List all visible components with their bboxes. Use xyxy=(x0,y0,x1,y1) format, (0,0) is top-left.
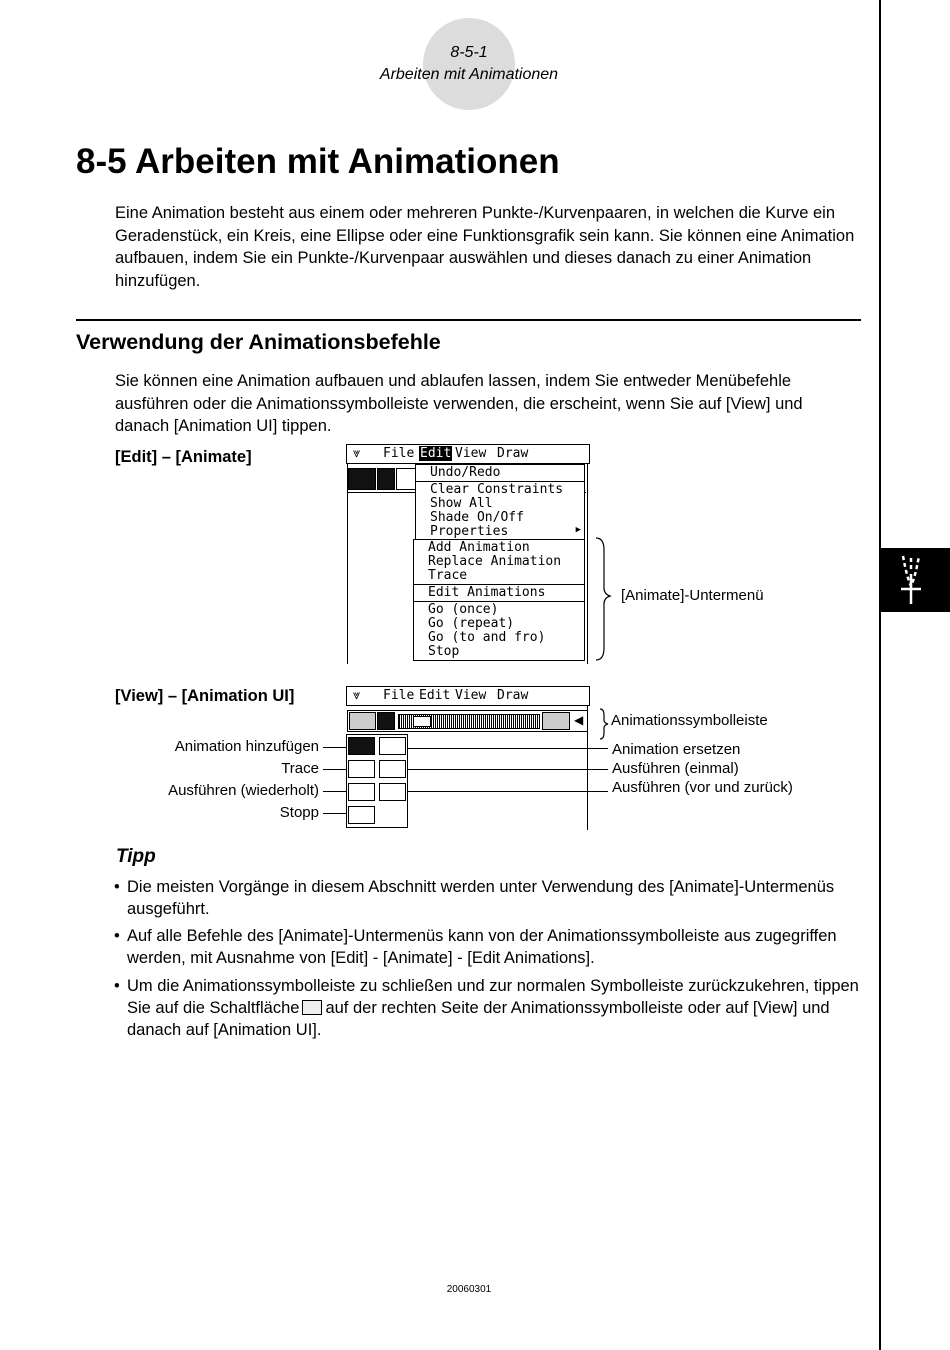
animation-palette xyxy=(346,734,408,828)
go-once-icon[interactable] xyxy=(379,760,406,778)
add-animation-icon[interactable] xyxy=(348,737,375,755)
animate-submenu xyxy=(413,539,585,661)
fig2-screenshot xyxy=(346,686,596,832)
menu-item-stop[interactable]: Stop xyxy=(428,644,460,659)
close-toolbar-button-icon xyxy=(302,1000,322,1015)
header-section-number: 8-5-1 xyxy=(450,44,488,61)
animation-slider[interactable] xyxy=(398,714,540,729)
toolbar-dropdown-icon[interactable] xyxy=(377,712,395,730)
menu-draw[interactable]: Draw xyxy=(497,688,529,703)
go-repeat-icon[interactable] xyxy=(348,783,375,801)
menu-edit[interactable]: Edit xyxy=(420,446,452,461)
animation-toolbar xyxy=(347,710,588,732)
menu-item-clear-constraints[interactable]: Clear Constraints xyxy=(430,482,564,497)
menu-file[interactable]: File xyxy=(383,688,415,703)
menu-item-trace[interactable]: Trace xyxy=(428,568,468,583)
label-go-once: Ausführen (einmal) xyxy=(612,760,739,777)
fig2-brace-icon xyxy=(598,707,612,741)
close-animation-toolbar-icon[interactable] xyxy=(542,712,570,730)
go-to-and-fro-icon[interactable] xyxy=(379,783,406,801)
fig1-callout: [Animate]-Untermenü xyxy=(621,587,764,604)
dropdown-tool-icon[interactable] xyxy=(377,468,395,490)
replace-animation-icon[interactable] xyxy=(379,737,406,755)
menu-view[interactable]: View xyxy=(455,688,487,703)
toolbar-left-arrow-icon[interactable]: ◀ xyxy=(574,713,584,727)
menu-file[interactable]: File xyxy=(383,446,415,461)
label-go-repeat: Ausführen (wiederholt) xyxy=(168,782,319,799)
fig1-label: [Edit] – [Animate] xyxy=(115,448,252,466)
section-heading: Verwendung der Animationsbefehle xyxy=(76,330,441,354)
menu-view[interactable]: View xyxy=(455,446,487,461)
label-replace-animation: Animation ersetzen xyxy=(612,741,741,758)
label-trace: Trace xyxy=(281,760,319,777)
label-go-to-and-fro: Ausführen (vor und zurück) xyxy=(612,779,793,796)
footer-date: 20060301 xyxy=(446,1284,492,1295)
select-tool-icon[interactable] xyxy=(348,468,376,490)
edit-menu xyxy=(415,464,585,542)
fig1-brace-icon xyxy=(594,536,614,666)
menu-item-go-repeat[interactable]: Go (repeat) xyxy=(428,616,515,631)
menu-edit[interactable]: Edit xyxy=(419,688,451,703)
tip-heading: Tipp xyxy=(116,846,156,867)
fig1-screenshot xyxy=(346,444,596,668)
geometry-icon xyxy=(881,548,950,612)
right-margin-rule xyxy=(879,0,881,1350)
label-stop: Stopp xyxy=(279,804,319,821)
menu-item-undo-redo[interactable]: Undo/Redo xyxy=(430,465,501,480)
header-title: Arbeiten mit Animationen xyxy=(379,66,559,83)
menu-item-replace-animation[interactable]: Replace Animation xyxy=(428,554,562,569)
menu-item-show-all[interactable]: Show All xyxy=(430,496,493,511)
submenu-arrow-icon: ▶ xyxy=(575,525,581,535)
page-title: 8-5 Arbeiten mit Animationen xyxy=(76,142,560,181)
trace-icon[interactable] xyxy=(348,760,375,778)
fig1-menubar xyxy=(346,444,590,464)
fig2-menubar xyxy=(346,686,590,706)
slider-thumb[interactable] xyxy=(413,716,431,727)
menu-arrow-icon[interactable]: ⩔ xyxy=(353,446,361,461)
section-rule xyxy=(76,319,861,321)
section-paragraph: Sie können eine Animation aufbauen und ablaufen lassen, indem Sie entweder Menübefehle ausführen oder die Animationssymbolleiste verwenden, die erscheint, wenn Sie auf [View] und danach [Animation UI] tippen. xyxy=(115,372,803,435)
menu-item-add-animation[interactable]: Add Animation xyxy=(428,540,530,555)
fig2-toolbar-callout: Animationssymbolleiste xyxy=(611,712,768,729)
fig2-label: [View] – [Animation UI] xyxy=(115,687,295,705)
pen-tool-icon[interactable] xyxy=(396,468,416,490)
label-add-animation: Animation hinzufügen xyxy=(174,738,319,755)
intro-paragraph: Eine Animation besteht aus einem oder mehreren Punkte-/Kurvenpaaren, in welchen die Kurve ein Geradenstück, ein Kreis, eine Ellipse oder eine Funktionsgrafik sein kann. Sie können eine Animation aufbauen, indem Sie ein Punkte-/Kurvenpaar auswählen und dieses danach zu einer Animation hinzufügen. xyxy=(115,204,855,290)
menu-item-properties[interactable]: Properties xyxy=(430,524,509,539)
menu-item-go-to-and-fro[interactable]: Go (to and fro) xyxy=(428,630,546,645)
menu-arrow-icon[interactable]: ⩔ xyxy=(353,688,361,703)
stop-icon[interactable] xyxy=(348,806,375,824)
menu-item-go-once[interactable]: Go (once) xyxy=(428,602,499,617)
header-circle xyxy=(423,18,515,110)
menu-item-shade[interactable]: Shade On/Off xyxy=(430,510,524,525)
menu-draw[interactable]: Draw xyxy=(497,446,529,461)
chapter-tab xyxy=(881,548,950,612)
menu-item-edit-animations[interactable]: Edit Animations xyxy=(428,585,546,600)
animation-tool-icon[interactable] xyxy=(349,712,376,730)
